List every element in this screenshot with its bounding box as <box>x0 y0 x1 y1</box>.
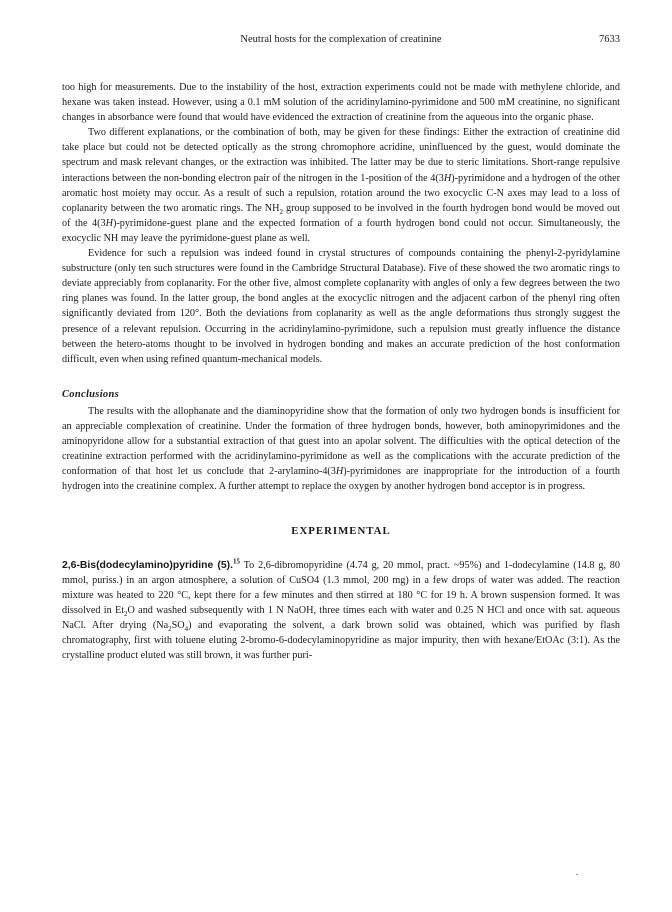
running-title: Neutral hosts for the complexation of creatinine <box>240 34 442 45</box>
reference-superscript: 15 <box>233 557 241 566</box>
compound-title: 2,6-Bis(dodecylamino)pyridine (5). <box>62 559 234 571</box>
italic-h: H <box>105 217 113 229</box>
page-number: 7633 <box>599 34 620 45</box>
paragraph-explanations <box>62 125 620 246</box>
italic-h: H <box>443 172 452 184</box>
paragraph-conclusions <box>62 404 620 495</box>
text-run: group supposed to be involved in the fourth hydrogen bond would be moved out of the 4(3 <box>62 202 621 229</box>
subscript: 2 <box>168 624 172 633</box>
italic-h: H <box>335 466 344 478</box>
paragraph-experimental <box>62 558 620 664</box>
subscript: 4 <box>184 624 189 633</box>
text-run: )-pyrimidone-guest plane and the expected formation of a fourth hydrogen bond could not occur. Simultaneously, the exocyclic NH may leave the pyrimidone-guest plane as well. <box>62 217 620 244</box>
paragraph-continued: too high for measurements. Due to the instability of the host, extraction experiments could not be made with methylene chloride, and hexane was taken instead. However, using a 0.1 mM solution of the acridinylamino-pyrimidone and 500 mM creatinine, no significant changes in absorbance were found that would have evidenced the extraction of creatinine from the aqueous into the organic phase. <box>62 82 620 124</box>
stray-mark: . <box>576 867 579 877</box>
subscript: 2 <box>279 207 284 216</box>
text-run: SO <box>171 619 185 631</box>
text-run: O and washed subsequently with 1 N NaOH, three times each with water and 0.25 N HCl and once with sat. aqueous NaCl. After drying (Na <box>62 604 620 631</box>
text-run: Two different explanations, or the combination of both, may be given for these findings: Either the extraction of creatinine did take place but could not be detected optically as the strong chromophore acridine, uninfluenced by the guest, would dominate the spectrum and mask relevant changes, or the extraction was inhibited. The latter may be due to steric limitations. Short-range repulsive interactions between the non-bonding electron pair of the nitrogen in the 1-position of the 4(3 <box>62 127 620 184</box>
subscript: 2 <box>124 609 128 618</box>
text-run: ) and evaporating the solvent, a dark brown solid was obtained, which was purified by flash chromatography, first with toluene eluting 2-bromo-6-dodecylaminopyridine as major impurity, then with hexane/EtOAc (3:1). As the crystalline product eluted was still brown, it was further puri- <box>62 619 620 662</box>
experimental-heading: EXPERIMENTAL <box>291 525 391 538</box>
body-text <box>62 80 620 663</box>
text-run: )-pyrimidone and a hydrogen of the other aromatic host moiety may occur. As a result of such a repulsion, rotation around the two exocyclic C-N axes may lead to a loss of coplanarity between the two aromatic rings. The NH <box>62 172 620 214</box>
text-run: )-pyrimidones are inappropriate for the introduction of a fourth hydrogen into the creatinine complex. A further attempt to replace the oxygen by another hydrogen bond acceptor is in progress. <box>62 466 620 493</box>
paragraph-evidence: Evidence for such a repulsion was indeed found in crystal structures of compounds containing the phenyl-2-pyridylamine substructure (only ten such structures were found in the Cambridge Structural Database). Five of these showed the two aromatic rings to deviate appreciably from coplanarity. For the other five, almost complete coplanarity with angles of only a few degrees between the two ring planes was found. In the latter group, the bond angles at the exocyclic nitrogen and the adjacent carbon of the phenyl ring often significantly deviated from 120°. Both the deviations from coplanarity as well as the angle deformations thus strongly suggest the presence of a relevant repulsion. Occurring in the acridinylamino-pyrimidone, such a repulsion must greatly influence the distance between the hetero-atoms thought to be involved in hydrogen bonding and makes an accurate prediction of the host conformation difficult, even when using refined quantum-mechanical models. <box>62 248 620 365</box>
text-run: The results with the allophanate and the diaminopyridine show that the formation of only two hydrogen bonds is insufficient for an appreciable complexation of creatinine. Under the formation of three hydrogen bonds, however, both aminopyrimidones and the aminopyridone allow for a substantial extraction of that guest into an apolar solvent. The difficulties with the optical detection of the creatinine extraction performed with the acridinylamino-pyrimidone as well as the complications with the accurate prediction of the conformation of that host let us conclude that 2-arylamino-4(3 <box>62 405 620 478</box>
conclusions-heading: Conclusions <box>62 388 119 400</box>
text-run: To 2,6-dibromopyridine (4.74 g, 20 mmol, pract. ~95%) and 1-dodecylamine (14.8 g, 80 mmol, puriss.) in an argon atmosphere, a solution of CuSO4 (1.3 mmol, 200 mg) in a few drops of water was added. The reaction mixture was heated to 220 °C, kept there for a few minutes and then stirred at 180 °C for 19 h. A brown suspension formed. It was dissolved in Et <box>62 559 620 616</box>
